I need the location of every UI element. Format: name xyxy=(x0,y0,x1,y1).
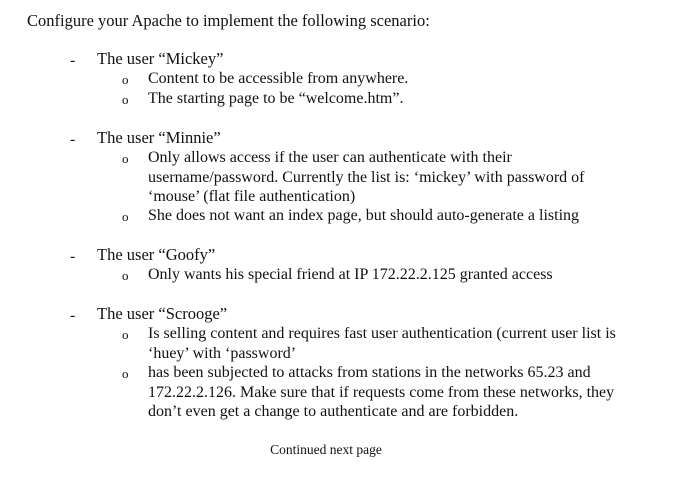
circle-bullet-icon: o xyxy=(122,268,129,283)
list-item-text: has been subjected to attacks from stations in the networks 65.23 and 172.22.2.126. Make sure that if requests come from these networks, they don’t even get a change to authenticate and are forbidden. xyxy=(148,364,615,420)
circle-bullet-icon: o xyxy=(122,72,129,87)
circle-bullet-icon: o xyxy=(122,92,129,107)
list-item-text: The starting page to be “welcome.htm”. xyxy=(148,90,404,107)
user-heading-goofy: The user “Goofy” xyxy=(97,245,216,264)
user-heading-minnie: The user “Minnie” xyxy=(97,128,221,147)
dash-bullet: - xyxy=(70,52,76,69)
user-heading-mickey: The user “Mickey” xyxy=(97,49,224,68)
list-item-text: Only wants his special friend at IP 172.22.2.125 granted access xyxy=(148,266,553,283)
list-item-text: Is selling content and requires fast user authentication (current user list is ‘huey’ with ‘password’ xyxy=(148,325,616,362)
circle-bullet-icon: o xyxy=(122,327,129,342)
dash-bullet: - xyxy=(70,248,76,265)
dash-bullet: - xyxy=(70,307,76,324)
circle-bullet-icon: o xyxy=(122,151,129,166)
list-item-text: Content to be accessible from anywhere. xyxy=(148,70,409,87)
user-heading-scrooge: The user “Scrooge” xyxy=(97,304,228,323)
intro-text: Configure your Apache to implement the following scenario: xyxy=(27,11,430,30)
dash-bullet: - xyxy=(70,131,76,148)
list-item-text: Only allows access if the user can authenticate with their username/password. Currently the list is: ‘mickey’ with password of ‘mouse’ (flat file authentication) xyxy=(148,149,585,205)
circle-bullet-icon: o xyxy=(122,366,129,381)
circle-bullet-icon: o xyxy=(122,209,129,224)
continued-note: Continued next page xyxy=(270,442,382,457)
list-item-text: She does not want an index page, but should auto-generate a listing xyxy=(148,207,580,224)
